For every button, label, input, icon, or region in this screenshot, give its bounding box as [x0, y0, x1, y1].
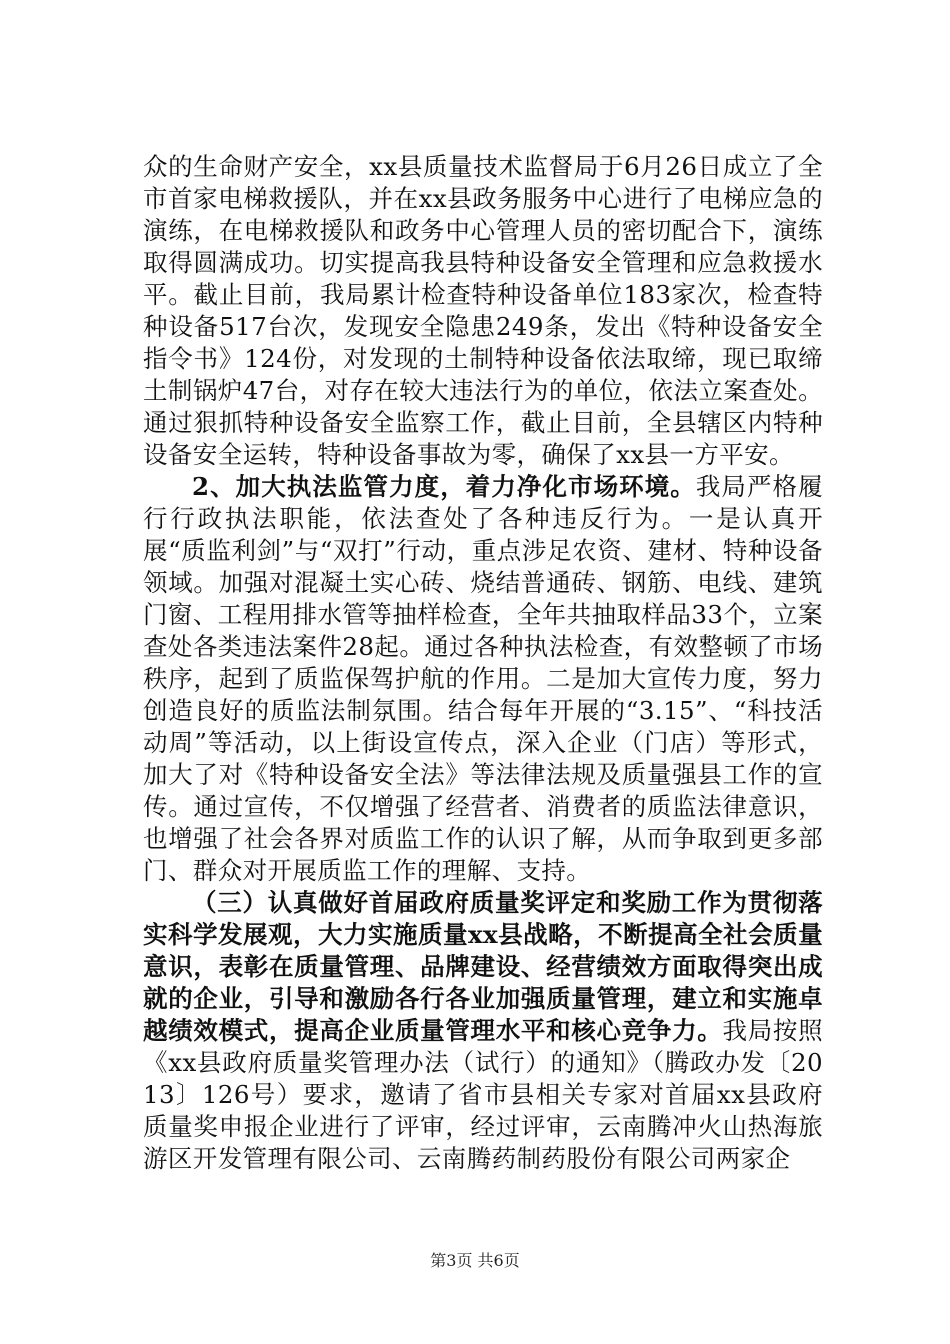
paragraph-3-text: 我局按照《xx县政府质量奖管理办法（试行）的通知》（腾政办发〔2013〕126号）要求，邀请了省市县相关专家对首届xx县政府质量奖申报企业进行了评审，经过评审，云南腾冲火山热海旅游区开发管理有限公司、云南腾药制药股份有限公司两家企: [143, 1016, 823, 1173]
paragraph-2-heading: 2、加大执法监管力度，着力净化市场环境。: [192, 472, 696, 501]
paragraph-1-text: 众的生命财产安全，xx县质量技术监督局于6月26日成立了全市首家电梯救援队，并在xx县政务服务中心进行了电梯应急的演练，在电梯救援队和政务中心管理人员的密切配合下，演练取得圆满成功。切实提高我县特种设备安全管理和应急救援水平。截止目前，我局累计检查特种设备单位183家次，检查特种设备517台次，发现安全隐患249条，发出《特种设备安全指令书》124份，对发现的土制特种设备依法取缔，现已取缔土制锅炉47台，对存在较大违法行为的单位，依法立案查处。通过狠抓特种设备安全监察工作，截止目前，全县辖区内特种设备安全运转，特种设备事故为零，确保了xx县一方平安。: [143, 152, 823, 469]
page-footer: 第3页 共6页: [430, 1251, 520, 1270]
paragraph-3-heading: （三）认真做好首届政府质量奖评定和奖励工作为贯彻落实科学发展观，大力实施质量xx县战略，不断提高全社会质量意识，表彰在质量管理、品牌建设、经营绩效方面取得突出成就的企业，引导和激励各行各业加强质量管理，建立和实施卓越绩效模式，提高企业质量管理水平和核心竞争力。: [143, 888, 823, 1045]
paragraph-2-text: 我局严格履行行政执法职能，依法查处了各种违反行为。一是认真开展“质监利剑”与“双打”行动，重点涉足农资、建材、特种设备领域。加强对混凝土实心砖、烧结普通砖、钢筋、电线、建筑门窗、工程用排水管等抽样检查，全年共抽取样品33个，立案查处各类违法案件28起。通过各种执法检查，有效整顿了市场秩序，起到了质监保驾护航的作用。二是加大宣传力度，努力创造良好的质监法制氛围。结合每年开展的“3.15”、“科技活动周”等活动，以上街设宣传点，深入企业（门店）等形式，加大了对《特种设备安全法》等法律法规及质量强县工作的宣传。通过宣传，不仅增强了经营者、消费者的质监法律意识，也增强了社会各界对质监工作的认识了解，从而争取到更多部门、群众对开展质监工作的理解、支持。: [143, 472, 824, 885]
paragraph-2: [143, 471, 823, 887]
paragraph-3: [143, 887, 823, 1175]
document-body: [143, 151, 823, 1175]
paragraph-1: [143, 151, 823, 471]
